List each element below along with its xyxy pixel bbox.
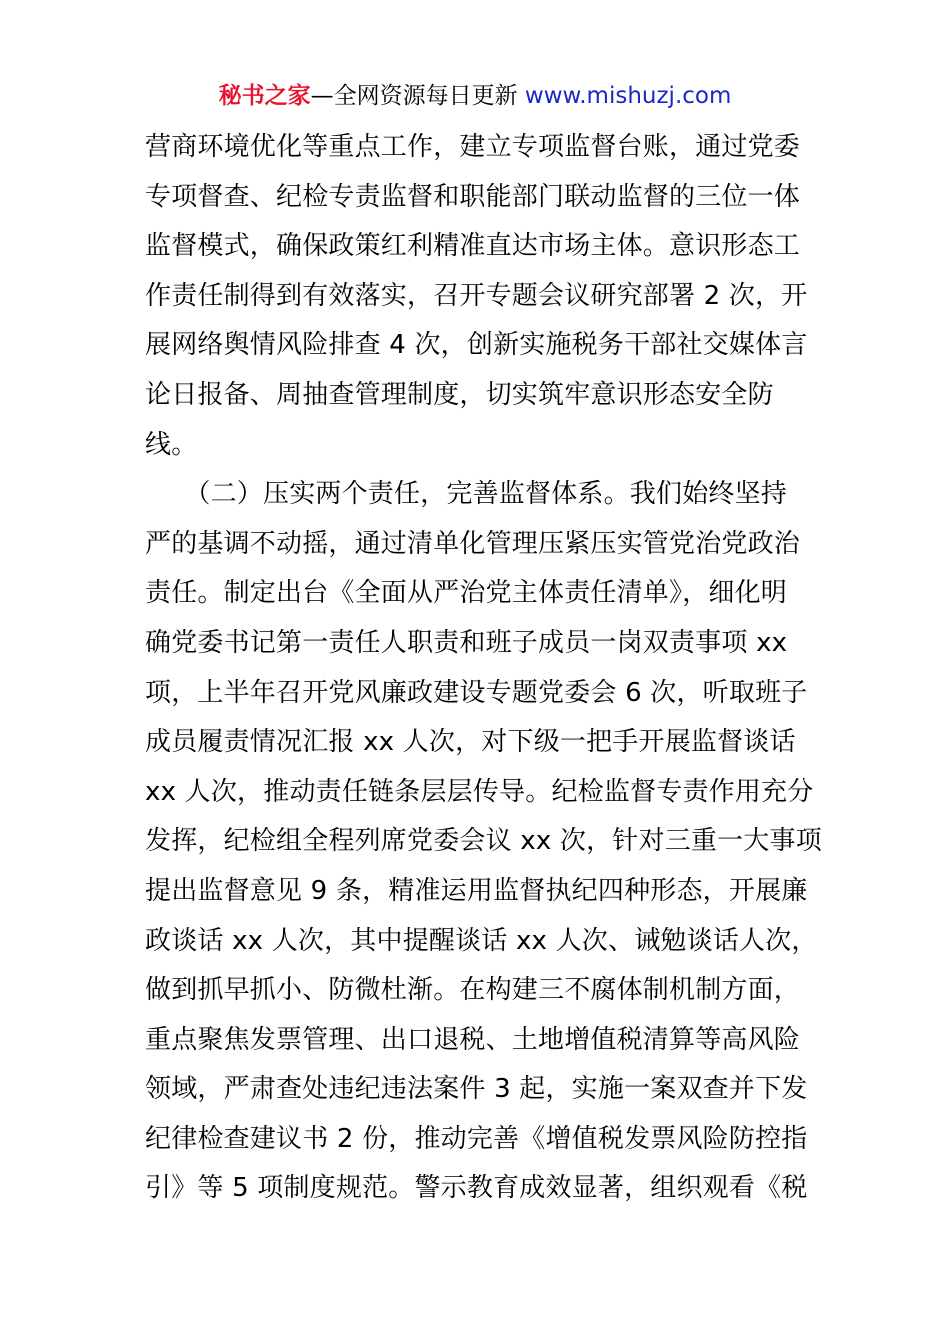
document-body (145, 123, 822, 1214)
text-line: 项，上半年召开党风廉政建设专题党委会 6 次，听取班子 (145, 677, 808, 708)
text-line: 发挥，纪检组全程列席党委会议 xx 次，针对三重一大事项 (145, 826, 822, 857)
text-line: 纪律检查建议书 2 份，推动完善《增值税发票风险防控指 (145, 1123, 808, 1154)
text-line: 成员履责情况汇报 xx 人次，对下级一把手开展监督谈话 (145, 727, 796, 758)
text-line: （二）压实两个责任，完善监督体系。我们始终坚持 (145, 479, 788, 510)
text-line: 专项督查、纪检专责监督和职能部门联动监督的三位一体 (145, 181, 801, 212)
text-line: 营商环境优化等重点工作，建立专项监督台账，通过党委 (145, 132, 801, 162)
text-line: 监督模式，确保政策红利精准直达市场主体。意识形态工 (145, 231, 801, 262)
text-line: 重点聚焦发票管理、出口退税、土地增值税清算等高风险 (145, 1024, 801, 1055)
header-tagline: —全网资源每日更新 (310, 83, 525, 109)
brand-name: 秘书之家 (218, 83, 311, 109)
text-line: 提出监督意见 9 条，精准运用监督执纪四种形态，开展廉 (145, 875, 808, 906)
text-line: xx 人次，推动责任链条层层传导。纪检监督专责作用充分 (145, 776, 814, 807)
text-line: 做到抓早抓小、防微杜渐。在构建三不腐体制机制方面， (145, 975, 801, 1006)
page-header (0, 80, 950, 112)
text-line: 引》等 5 项制度规范。警示教育成效显著，组织观看《税 (145, 1173, 808, 1204)
text-line: 责任。制定出台《全面从严治党主体责任清单》，细化明 (145, 578, 788, 609)
text-line: 线。 (145, 429, 198, 460)
text-line: 政谈话 xx 人次，其中提醒谈话 xx 人次、诫勉谈话人次， (145, 925, 818, 956)
text-line: 展网络舆情风险排查 4 次，创新实施税务干部社交媒体言 (145, 330, 808, 361)
text-line: 作责任制得到有效落实，召开专题会议研究部署 2 次，开 (145, 280, 808, 311)
text-line: 确党委书记第一责任人职责和班子成员一岗双责事项 xx (145, 627, 788, 658)
text-line: 论日报备、周抽查管理制度，切实筑牢意识形态安全防 (145, 379, 774, 410)
header-url[interactable]: www.mishuzj.com (524, 83, 732, 109)
text-line: 领域，严肃查处违纪违法案件 3 起，实施一案双查并下发 (145, 1074, 808, 1105)
text-line: 严的基调不动摇，通过清单化管理压紧压实管党治党政治 (145, 528, 801, 559)
